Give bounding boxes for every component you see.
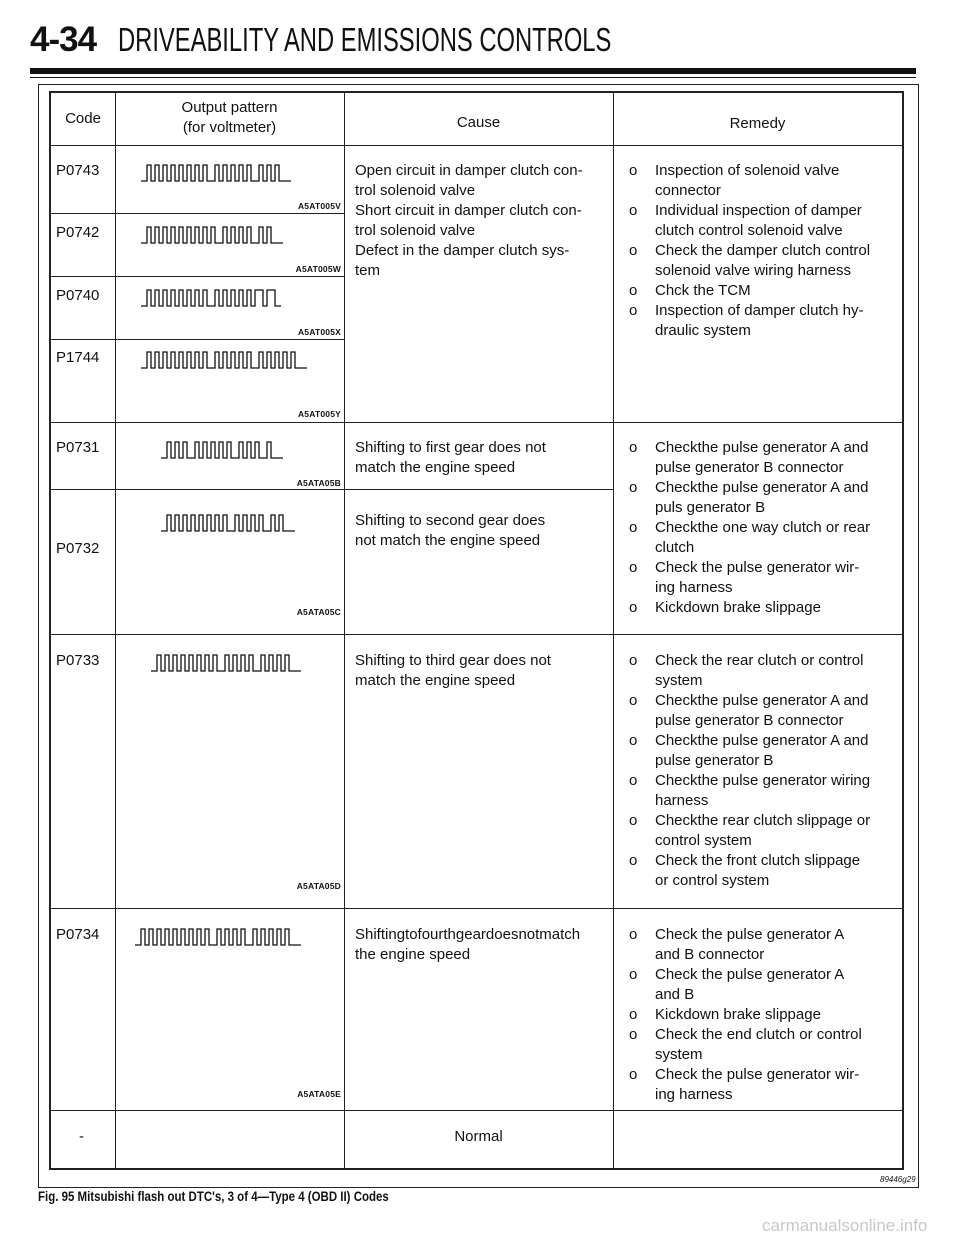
row-divider: [51, 213, 344, 214]
code-cell: P1744: [56, 349, 100, 366]
list-item: o Check the pulse generator A and B connector: [629, 926, 845, 963]
remedy-list: [627, 161, 899, 341]
list-item: o Checkthe pulse generator A and pulse generator B connector: [629, 439, 869, 476]
code-cell: P0734: [56, 926, 100, 943]
code-cell: P0731: [56, 439, 100, 456]
list-item: o Check the pulse generator A and B: [629, 966, 845, 1003]
section-title: DRIVEABILITY AND EMISSIONS CONTROLS: [118, 21, 612, 58]
row-divider: [51, 339, 344, 340]
header-code: Code: [65, 110, 101, 127]
pattern-ref-tag: A5AT005V: [297, 201, 341, 211]
pattern-ref-tag: A5AT005W: [295, 264, 341, 274]
list-item: o Checkthe one way clutch or rear clutch: [629, 519, 871, 556]
header-rule-thick: [30, 68, 916, 74]
pattern-ref-tag: A5AT005X: [297, 327, 341, 337]
dtc-table: [49, 91, 904, 1170]
pulse-pattern-waveform: [135, 925, 325, 949]
header-remedy: Remedy: [729, 115, 786, 132]
list-item: o Check the front clutch slippage or control system: [629, 852, 861, 889]
remedy-list: [627, 925, 899, 1105]
page-header: [30, 20, 803, 66]
col-divider: [344, 93, 345, 1168]
list-item: o Checkthe pulse generator wiring harness: [629, 772, 871, 809]
code-cell: P0742: [56, 224, 100, 241]
code-cell: P0733: [56, 652, 100, 669]
list-item: o Check the rear clutch or control system: [629, 652, 864, 689]
cause-text: Normal: [454, 1128, 503, 1145]
group-divider: [51, 1110, 902, 1111]
list-item: o Checkthe pulse generator A and pulse generator B connector: [629, 692, 869, 729]
list-item: o Individual inspection of damper clutch control solenoid valve: [629, 202, 862, 239]
header-output-pattern: Output pattern (for voltmeter): [181, 99, 278, 136]
list-item: o Check the pulse generator wir- ing harness: [629, 559, 860, 596]
list-item: o Check the damper clutch control solenoid valve wiring harness: [629, 242, 871, 279]
list-item: o Check the end clutch or control system: [629, 1026, 862, 1063]
list-item: o Checkthe pulse generator A and puls generator B: [629, 479, 869, 516]
row-divider: [51, 489, 613, 490]
figure-caption: Fig. 95 Mitsubishi flash out DTC's, 3 of 4—Type 4 (OBD II) Codes: [38, 1188, 389, 1204]
group-divider: [51, 634, 902, 635]
row-divider: [51, 276, 344, 277]
pulse-pattern-waveform: [151, 651, 321, 675]
pattern-ref-tag: A5AT005Y: [297, 409, 341, 419]
cause-text: Shifting to first gear does not match the engine speed: [355, 439, 546, 476]
pulse-pattern-waveform: [161, 511, 321, 535]
list-item: o Checkthe rear clutch slippage or control system: [629, 812, 871, 849]
pattern-ref-tag: A5ATA05C: [296, 607, 341, 617]
header-divider: [51, 145, 902, 146]
col-divider: [613, 93, 614, 1168]
code-cell: P0743: [56, 162, 100, 179]
pulse-pattern-waveform: [141, 161, 301, 185]
cause-text: Shifting to third gear does not match the engine speed: [355, 652, 551, 689]
pulse-pattern-waveform: [161, 438, 321, 462]
list-item: o Check the pulse generator wir- ing harness: [629, 1066, 860, 1103]
header-cause: Cause: [456, 114, 501, 131]
list-item: o Checkthe pulse generator A and pulse generator B: [629, 732, 869, 769]
cause-text: Shiftingtofourthgeardoesnotmatch the engine speed: [355, 926, 581, 963]
pulse-pattern-waveform: [141, 348, 321, 372]
code-cell: -: [79, 1128, 84, 1145]
header-rule-thin: [30, 77, 916, 78]
figure-frame: [38, 84, 919, 1188]
pattern-ref-tag: A5ATA05D: [296, 881, 341, 891]
pattern-ref-tag: A5ATA05B: [296, 478, 341, 488]
cause-text: Shifting to second gear does not match the engine speed: [355, 512, 546, 549]
code-cell: P0732: [56, 540, 100, 557]
list-item: o Chck the TCM: [629, 282, 751, 299]
col-divider: [115, 93, 116, 1168]
cause-text: Open circuit in damper clutch con- trol solenoid valve Short circuit in damper clutch con- trol solenoid valve Defect in the damper clutch sys- tem: [355, 162, 583, 279]
pulse-pattern-waveform: [141, 286, 301, 310]
list-item: o Kickdown brake slippage: [629, 599, 821, 616]
pulse-pattern-waveform: [141, 223, 301, 247]
page-number: 4-34: [30, 20, 97, 59]
remedy-list: [627, 438, 899, 618]
code-cell: P0740: [56, 287, 100, 304]
pattern-ref-tag: A5ATA05E: [297, 1089, 341, 1099]
list-item: o Inspection of solenoid valve connector: [629, 162, 840, 199]
remedy-list: [627, 651, 899, 891]
group-divider: [51, 422, 902, 423]
list-item: o Kickdown brake slippage: [629, 1006, 821, 1023]
list-item: o Inspection of damper clutch hy- draulic system: [629, 302, 864, 339]
watermark: carmanualsonline.info: [762, 1216, 928, 1235]
figure-id: 89446g29: [880, 1175, 916, 1184]
group-divider: [51, 908, 902, 909]
